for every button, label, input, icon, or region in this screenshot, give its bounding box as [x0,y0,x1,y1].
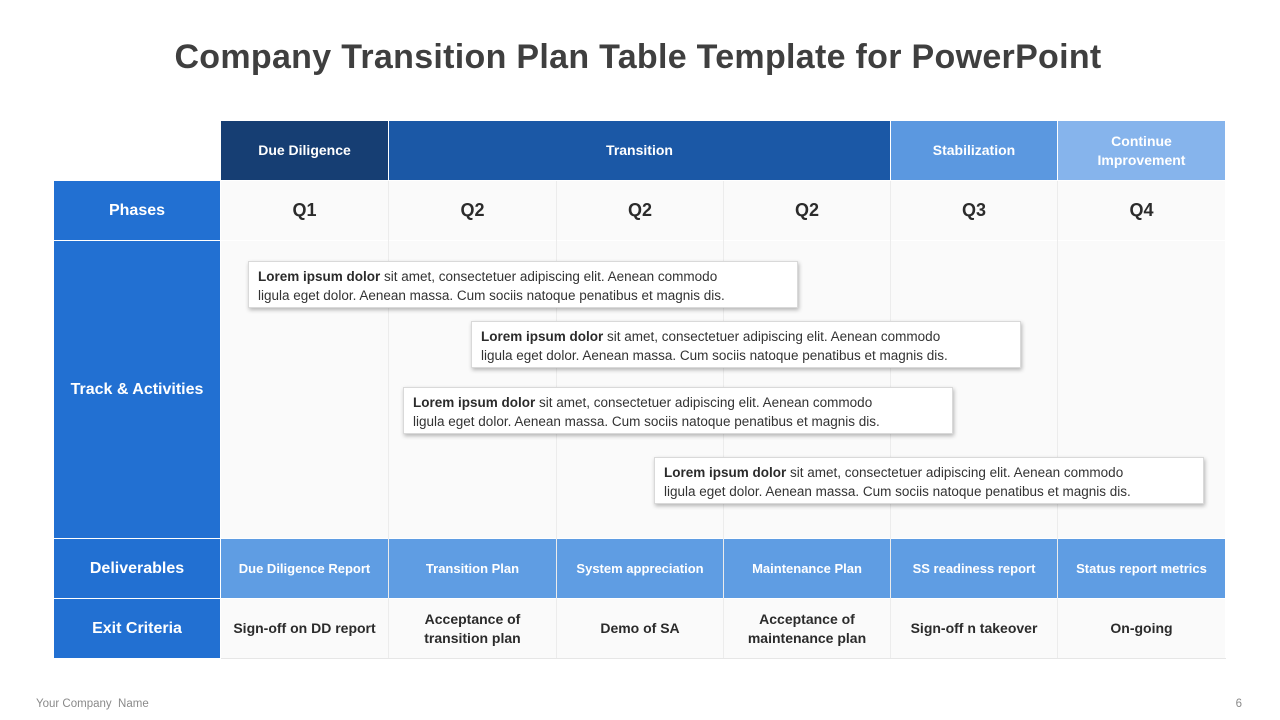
exit-criteria-cell: Sign-off on DD report [221,599,388,658]
page-title: Company Transition Plan Table Template for PowerPoint [174,38,1102,76]
exit-criteria-cell: On-going [1058,599,1225,658]
activity-box-line1: sit amet, consectetuer adipiscing elit. Aenean commodo [380,269,718,284]
deliverable-cell: Transition Plan [389,539,556,598]
activity-box-bold: Lorem ipsum dolor [481,329,604,344]
phase-header-stabilization: Stabilization [891,121,1057,180]
column-divider [388,181,389,658]
row-label-track: Track & Activities [54,241,220,538]
quarter-cell: Q1 [221,181,388,240]
deliverable-cell: Maintenance Plan [724,539,890,598]
exit-criteria-cell [389,599,556,658]
activity-box [403,387,953,434]
footer-company-name: Your Company Name [36,698,149,710]
exit-criteria-cell [724,599,890,658]
phase-header-continue-improvement-label: Continue Improvement [1097,132,1186,168]
activity-box-line2: ligula eget dolor. Aenean massa. Cum sociis natoque penatibus et magnis dis. [664,484,1131,499]
quarter-cell: Q4 [1058,181,1225,240]
quarter-cell: Q2 [724,181,890,240]
column-divider [1057,181,1058,658]
activity-box [248,261,798,308]
activity-box-line2: ligula eget dolor. Aenean massa. Cum sociis natoque penatibus et magnis dis. [413,414,880,429]
exit-criteria-cell: Sign-off n takeover [891,599,1057,658]
row-label-phases: Phases [54,181,220,240]
exit-criteria-cell: Demo of SA [557,599,723,658]
deliverable-cell: SS readiness report [891,539,1057,598]
activity-box-bold: Lorem ipsum dolor [258,269,381,284]
quarter-cell: Q2 [389,181,556,240]
phase-header-transition: Transition [389,121,890,180]
exit-criteria-text: Acceptance of transition plan [424,610,521,646]
page-number: 6 [1235,698,1242,710]
deliverable-cell: Due Diligence Report [221,539,388,598]
quarter-cell: Q2 [557,181,723,240]
exit-criteria-text: Acceptance of maintenance plan [747,610,867,646]
activity-box-bold: Lorem ipsum dolor [413,395,536,410]
phase-header-due-diligence: Due Diligence [221,121,388,180]
activity-box [654,457,1204,504]
deliverable-cell: System appreciation [557,539,723,598]
quarter-cell: Q3 [891,181,1057,240]
phase-header-continue-improvement [1058,121,1225,180]
activity-box-line1: sit amet, consectetuer adipiscing elit. Aenean commodo [603,329,941,344]
table-bottom-border [221,658,1226,659]
deliverable-cell: Status report metrics [1058,539,1225,598]
row-label-deliverables: Deliverables [54,539,220,598]
activity-box-line1: sit amet, consectetuer adipiscing elit. Aenean commodo [786,465,1124,480]
activity-box [471,321,1021,368]
row-label-exit-criteria: Exit Criteria [54,599,220,658]
activity-box-line2: ligula eget dolor. Aenean massa. Cum sociis natoque penatibus et magnis dis. [258,288,725,303]
activity-box-bold: Lorem ipsum dolor [664,465,787,480]
activity-box-line2: ligula eget dolor. Aenean massa. Cum sociis natoque penatibus et magnis dis. [481,348,948,363]
activity-box-line1: sit amet, consectetuer adipiscing elit. Aenean commodo [535,395,873,410]
